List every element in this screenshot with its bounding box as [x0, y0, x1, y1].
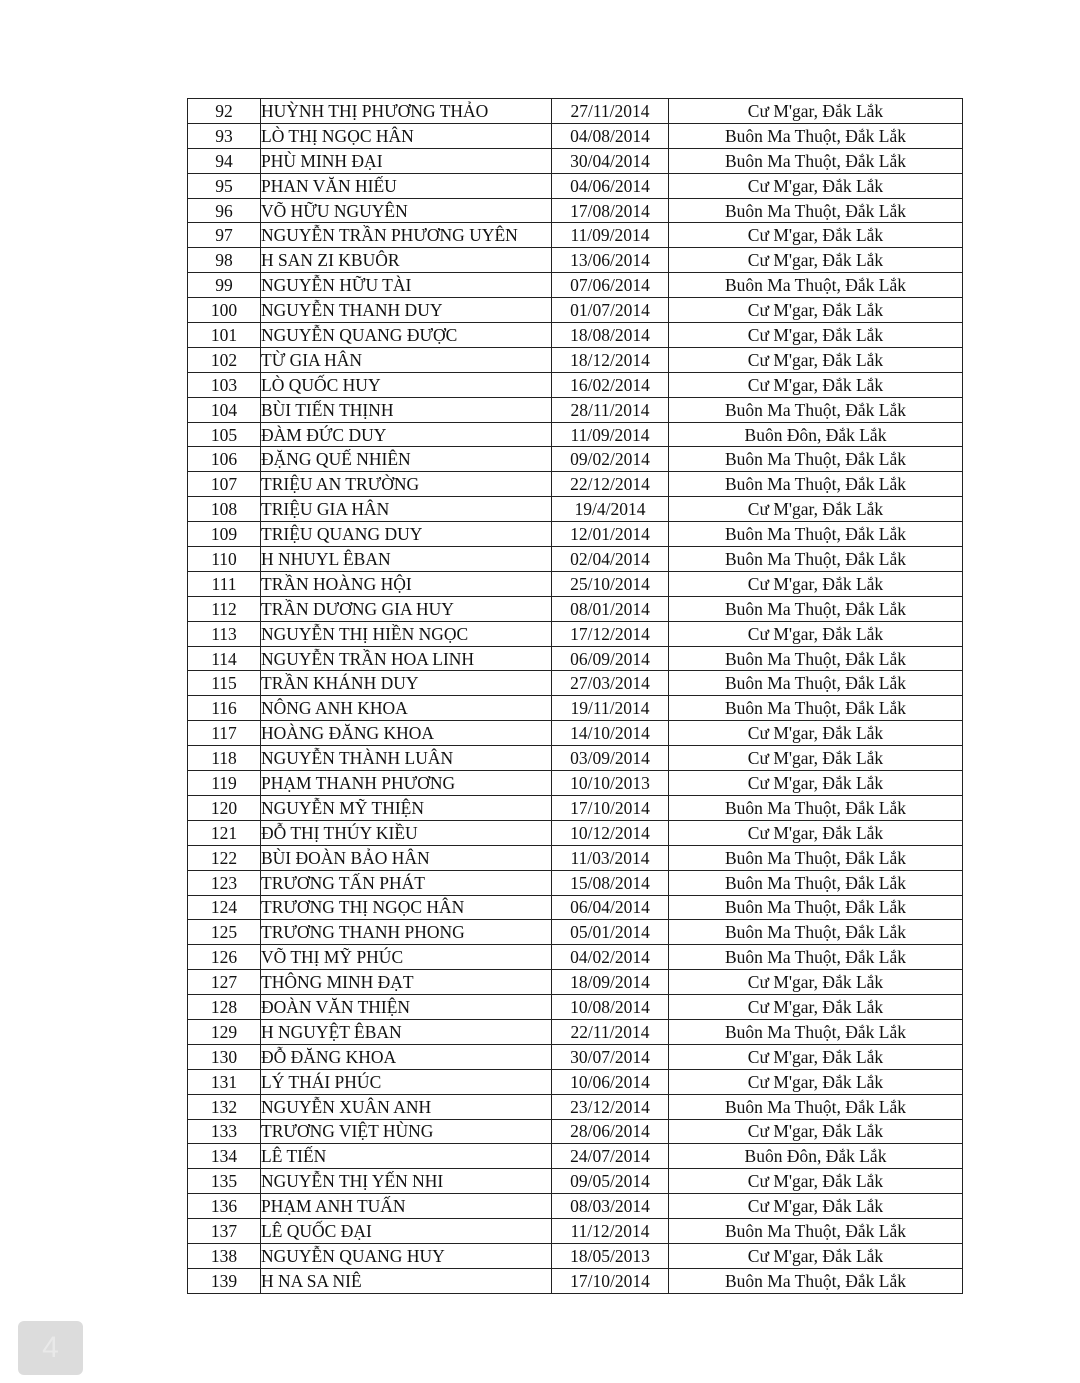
student-name-cell: TRƯƠNG TẤN PHÁT: [261, 870, 552, 895]
birth-date-cell: 19/4/2014: [552, 497, 669, 522]
table-row: [188, 746, 963, 771]
birth-place-cell: Buôn Đôn, Đắk Lắk: [669, 422, 963, 447]
birth-date-cell: 10/12/2014: [552, 820, 669, 845]
table-row: [188, 198, 963, 223]
table-row: [188, 995, 963, 1020]
birth-date-cell: 02/04/2014: [552, 547, 669, 572]
table-row: [188, 1119, 963, 1144]
row-number-cell: 112: [188, 596, 261, 621]
table-row: [188, 223, 963, 248]
birth-date-cell: 13/06/2014: [552, 248, 669, 273]
table-row: [188, 1094, 963, 1119]
birth-date-cell: 03/09/2014: [552, 746, 669, 771]
row-number-cell: 104: [188, 397, 261, 422]
birth-place-cell: Cư M'gar, Đắk Lắk: [669, 173, 963, 198]
row-number-cell: 131: [188, 1069, 261, 1094]
birth-date-cell: 18/09/2014: [552, 970, 669, 995]
birth-place-cell: Cư M'gar, Đắk Lắk: [669, 223, 963, 248]
row-number-cell: 106: [188, 447, 261, 472]
student-name-cell: LÒ THỊ NGỌC HÂN: [261, 123, 552, 148]
birth-date-cell: 28/11/2014: [552, 397, 669, 422]
birth-date-cell: 30/07/2014: [552, 1044, 669, 1069]
table-row: [188, 248, 963, 273]
birth-date-cell: 10/06/2014: [552, 1069, 669, 1094]
row-number-cell: 129: [188, 1019, 261, 1044]
row-number-cell: 133: [188, 1119, 261, 1144]
student-name-cell: NGUYỄN THÀNH LUÂN: [261, 746, 552, 771]
birth-place-cell: Buôn Ma Thuột, Đắk Lắk: [669, 671, 963, 696]
student-name-cell: LÝ THÁI PHÚC: [261, 1069, 552, 1094]
birth-place-cell: Buôn Đôn, Đắk Lắk: [669, 1144, 963, 1169]
birth-date-cell: 04/02/2014: [552, 945, 669, 970]
table-row: [188, 671, 963, 696]
table-row: [188, 721, 963, 746]
row-number-cell: 116: [188, 696, 261, 721]
birth-date-cell: 04/08/2014: [552, 123, 669, 148]
birth-place-cell: Cư M'gar, Đắk Lắk: [669, 571, 963, 596]
birth-place-cell: Buôn Ma Thuột, Đắk Lắk: [669, 920, 963, 945]
student-name-cell: TRIỆU QUANG DUY: [261, 522, 552, 547]
row-number-cell: 96: [188, 198, 261, 223]
student-name-cell: HOÀNG ĐĂNG KHOA: [261, 721, 552, 746]
student-name-cell: VÕ HỮU NGUYÊN: [261, 198, 552, 223]
birth-date-cell: 27/03/2014: [552, 671, 669, 696]
student-name-cell: TRIỆU GIA HÂN: [261, 497, 552, 522]
birth-place-cell: Cư M'gar, Đắk Lắk: [669, 1119, 963, 1144]
page-number-badge[interactable]: 4: [18, 1321, 83, 1375]
student-name-cell: TRƯƠNG THANH PHONG: [261, 920, 552, 945]
birth-place-cell: Buôn Ma Thuột, Đắk Lắk: [669, 696, 963, 721]
birth-date-cell: 24/07/2014: [552, 1144, 669, 1169]
student-name-cell: H NHUYL ÊBAN: [261, 547, 552, 572]
table-row: [188, 1194, 963, 1219]
birth-date-cell: 16/02/2014: [552, 372, 669, 397]
table-row: [188, 298, 963, 323]
row-number-cell: 110: [188, 547, 261, 572]
table-row: [188, 1169, 963, 1194]
row-number-cell: 124: [188, 895, 261, 920]
table-row: [188, 771, 963, 796]
birth-place-cell: Buôn Ma Thuột, Đắk Lắk: [669, 945, 963, 970]
birth-date-cell: 04/06/2014: [552, 173, 669, 198]
row-number-cell: 109: [188, 522, 261, 547]
table-row: [188, 497, 963, 522]
birth-date-cell: 22/11/2014: [552, 1019, 669, 1044]
table-row: [188, 447, 963, 472]
table-row: [188, 522, 963, 547]
table-row: [188, 547, 963, 572]
student-name-cell: PHAN VĂN HIẾU: [261, 173, 552, 198]
table-row: [188, 1144, 963, 1169]
student-name-cell: LÒ QUỐC HUY: [261, 372, 552, 397]
student-name-cell: TRIỆU AN TRƯỜNG: [261, 472, 552, 497]
birth-date-cell: 12/01/2014: [552, 522, 669, 547]
table-row: [188, 173, 963, 198]
birth-date-cell: 27/11/2014: [552, 99, 669, 124]
student-name-cell: ĐOÀN VĂN THIỆN: [261, 995, 552, 1020]
row-number-cell: 95: [188, 173, 261, 198]
row-number-cell: 125: [188, 920, 261, 945]
student-name-cell: H NGUYỆT ÊBAN: [261, 1019, 552, 1044]
roster-body: [188, 99, 963, 1294]
row-number-cell: 118: [188, 746, 261, 771]
table-row: [188, 1243, 963, 1268]
student-name-cell: TỪ GIA HÂN: [261, 347, 552, 372]
birth-date-cell: 22/12/2014: [552, 472, 669, 497]
birth-date-cell: 14/10/2014: [552, 721, 669, 746]
table-row: [188, 696, 963, 721]
student-name-cell: BÙI TIẾN THỊNH: [261, 397, 552, 422]
student-name-cell: NGUYỄN XUÂN ANH: [261, 1094, 552, 1119]
birth-place-cell: Cư M'gar, Đắk Lắk: [669, 347, 963, 372]
birth-place-cell: Buôn Ma Thuột, Đắk Lắk: [669, 522, 963, 547]
student-name-cell: NGUYỄN QUANG ĐƯỢC: [261, 323, 552, 348]
row-number-cell: 136: [188, 1194, 261, 1219]
row-number-cell: 126: [188, 945, 261, 970]
table-row: [188, 920, 963, 945]
student-name-cell: TRẦN KHÁNH DUY: [261, 671, 552, 696]
table-row: [188, 1268, 963, 1293]
student-name-cell: NGUYỄN MỸ THIỆN: [261, 795, 552, 820]
student-name-cell: NÔNG ANH KHOA: [261, 696, 552, 721]
student-name-cell: H NA SA NIÊ: [261, 1268, 552, 1293]
birth-date-cell: 23/12/2014: [552, 1094, 669, 1119]
birth-date-cell: 11/03/2014: [552, 845, 669, 870]
row-number-cell: 132: [188, 1094, 261, 1119]
birth-date-cell: 06/09/2014: [552, 646, 669, 671]
row-number-cell: 102: [188, 347, 261, 372]
student-name-cell: ĐÀM ĐỨC DUY: [261, 422, 552, 447]
row-number-cell: 101: [188, 323, 261, 348]
row-number-cell: 105: [188, 422, 261, 447]
birth-place-cell: Cư M'gar, Đắk Lắk: [669, 621, 963, 646]
birth-place-cell: Buôn Ma Thuột, Đắk Lắk: [669, 1019, 963, 1044]
birth-place-cell: Cư M'gar, Đắk Lắk: [669, 746, 963, 771]
birth-place-cell: Cư M'gar, Đắk Lắk: [669, 497, 963, 522]
student-name-cell: NGUYỄN TRẦN PHƯƠNG UYÊN: [261, 223, 552, 248]
birth-place-cell: Cư M'gar, Đắk Lắk: [669, 99, 963, 124]
table-row: [188, 596, 963, 621]
row-number-cell: 103: [188, 372, 261, 397]
row-number-cell: 127: [188, 970, 261, 995]
birth-place-cell: Buôn Ma Thuột, Đắk Lắk: [669, 472, 963, 497]
birth-place-cell: Cư M'gar, Đắk Lắk: [669, 248, 963, 273]
row-number-cell: 121: [188, 820, 261, 845]
birth-date-cell: 15/08/2014: [552, 870, 669, 895]
birth-place-cell: Buôn Ma Thuột, Đắk Lắk: [669, 1094, 963, 1119]
table-row: [188, 945, 963, 970]
student-name-cell: PHÙ MINH ĐẠI: [261, 148, 552, 173]
table-row: [188, 422, 963, 447]
student-name-cell: NGUYỄN HỮU TÀI: [261, 273, 552, 298]
table-row: [188, 895, 963, 920]
table-row: [188, 1219, 963, 1244]
row-number-cell: 119: [188, 771, 261, 796]
birth-place-cell: Cư M'gar, Đắk Lắk: [669, 1194, 963, 1219]
birth-date-cell: 28/06/2014: [552, 1119, 669, 1144]
row-number-cell: 128: [188, 995, 261, 1020]
row-number-cell: 134: [188, 1144, 261, 1169]
birth-place-cell: Buôn Ma Thuột, Đắk Lắk: [669, 1219, 963, 1244]
birth-date-cell: 09/05/2014: [552, 1169, 669, 1194]
birth-place-cell: Buôn Ma Thuột, Đắk Lắk: [669, 870, 963, 895]
student-roster-table: [187, 98, 963, 1294]
birth-place-cell: Buôn Ma Thuột, Đắk Lắk: [669, 447, 963, 472]
birth-place-cell: Buôn Ma Thuột, Đắk Lắk: [669, 895, 963, 920]
student-name-cell: HUỲNH THỊ PHƯƠNG THẢO: [261, 99, 552, 124]
birth-place-cell: Cư M'gar, Đắk Lắk: [669, 995, 963, 1020]
student-name-cell: NGUYỄN TRẦN HOA LINH: [261, 646, 552, 671]
birth-date-cell: 17/10/2014: [552, 1268, 669, 1293]
birth-place-cell: Cư M'gar, Đắk Lắk: [669, 771, 963, 796]
student-name-cell: TRẦN HOÀNG HỘI: [261, 571, 552, 596]
birth-place-cell: Buôn Ma Thuột, Đắk Lắk: [669, 397, 963, 422]
table-row: [188, 397, 963, 422]
row-number-cell: 113: [188, 621, 261, 646]
birth-date-cell: 11/09/2014: [552, 422, 669, 447]
birth-date-cell: 01/07/2014: [552, 298, 669, 323]
student-name-cell: PHẠM ANH TUẤN: [261, 1194, 552, 1219]
birth-date-cell: 17/12/2014: [552, 621, 669, 646]
row-number-cell: 135: [188, 1169, 261, 1194]
birth-date-cell: 19/11/2014: [552, 696, 669, 721]
student-name-cell: LÊ QUỐC ĐẠI: [261, 1219, 552, 1244]
student-name-cell: ĐẶNG QUẾ NHIÊN: [261, 447, 552, 472]
table-row: [188, 323, 963, 348]
birth-date-cell: 18/08/2014: [552, 323, 669, 348]
birth-place-cell: Cư M'gar, Đắk Lắk: [669, 970, 963, 995]
student-name-cell: NGUYỄN THANH DUY: [261, 298, 552, 323]
birth-place-cell: Cư M'gar, Đắk Lắk: [669, 820, 963, 845]
table-row: [188, 621, 963, 646]
row-number-cell: 139: [188, 1268, 261, 1293]
row-number-cell: 138: [188, 1243, 261, 1268]
birth-date-cell: 18/05/2013: [552, 1243, 669, 1268]
row-number-cell: 120: [188, 795, 261, 820]
student-name-cell: TRƯƠNG VIỆT HÙNG: [261, 1119, 552, 1144]
table-row: [188, 1069, 963, 1094]
table-row: [188, 1019, 963, 1044]
birth-place-cell: Cư M'gar, Đắk Lắk: [669, 721, 963, 746]
table-row: [188, 646, 963, 671]
student-name-cell: PHẠM THANH PHƯƠNG: [261, 771, 552, 796]
birth-date-cell: 05/01/2014: [552, 920, 669, 945]
row-number-cell: 97: [188, 223, 261, 248]
birth-place-cell: Cư M'gar, Đắk Lắk: [669, 1169, 963, 1194]
birth-date-cell: 17/10/2014: [552, 795, 669, 820]
birth-place-cell: Buôn Ma Thuột, Đắk Lắk: [669, 1268, 963, 1293]
birth-date-cell: 08/03/2014: [552, 1194, 669, 1219]
row-number-cell: 92: [188, 99, 261, 124]
row-number-cell: 93: [188, 123, 261, 148]
row-number-cell: 122: [188, 845, 261, 870]
row-number-cell: 94: [188, 148, 261, 173]
birth-place-cell: Buôn Ma Thuột, Đắk Lắk: [669, 198, 963, 223]
row-number-cell: 111: [188, 571, 261, 596]
birth-place-cell: Cư M'gar, Đắk Lắk: [669, 1069, 963, 1094]
student-name-cell: VÕ THỊ MỸ PHÚC: [261, 945, 552, 970]
student-name-cell: NGUYỄN THỊ YẾN NHI: [261, 1169, 552, 1194]
birth-date-cell: 07/06/2014: [552, 273, 669, 298]
birth-date-cell: 17/08/2014: [552, 198, 669, 223]
student-name-cell: BÙI ĐOÀN BẢO HÂN: [261, 845, 552, 870]
birth-date-cell: 10/10/2013: [552, 771, 669, 796]
birth-date-cell: 06/04/2014: [552, 895, 669, 920]
row-number-cell: 107: [188, 472, 261, 497]
birth-place-cell: Cư M'gar, Đắk Lắk: [669, 298, 963, 323]
birth-place-cell: Buôn Ma Thuột, Đắk Lắk: [669, 148, 963, 173]
birth-place-cell: Buôn Ma Thuột, Đắk Lắk: [669, 273, 963, 298]
birth-place-cell: Buôn Ma Thuột, Đắk Lắk: [669, 646, 963, 671]
row-number-cell: 98: [188, 248, 261, 273]
student-name-cell: TRƯƠNG THỊ NGỌC HÂN: [261, 895, 552, 920]
birth-date-cell: 30/04/2014: [552, 148, 669, 173]
birth-place-cell: Buôn Ma Thuột, Đắk Lắk: [669, 795, 963, 820]
birth-date-cell: 09/02/2014: [552, 447, 669, 472]
row-number-cell: 100: [188, 298, 261, 323]
student-name-cell: ĐỖ ĐĂNG KHOA: [261, 1044, 552, 1069]
student-name-cell: NGUYỄN QUANG HUY: [261, 1243, 552, 1268]
row-number-cell: 123: [188, 870, 261, 895]
row-number-cell: 115: [188, 671, 261, 696]
student-name-cell: THÔNG MINH ĐẠT: [261, 970, 552, 995]
row-number-cell: 130: [188, 1044, 261, 1069]
birth-date-cell: 08/01/2014: [552, 596, 669, 621]
table-row: [188, 99, 963, 124]
row-number-cell: 137: [188, 1219, 261, 1244]
birth-date-cell: 11/12/2014: [552, 1219, 669, 1244]
birth-place-cell: Buôn Ma Thuột, Đắk Lắk: [669, 596, 963, 621]
birth-place-cell: Cư M'gar, Đắk Lắk: [669, 372, 963, 397]
student-name-cell: NGUYỄN THỊ HIỀN NGỌC: [261, 621, 552, 646]
student-name-cell: ĐỖ THỊ THÚY KIỀU: [261, 820, 552, 845]
birth-place-cell: Cư M'gar, Đắk Lắk: [669, 1243, 963, 1268]
table-row: [188, 273, 963, 298]
row-number-cell: 117: [188, 721, 261, 746]
birth-date-cell: 11/09/2014: [552, 223, 669, 248]
table-row: [188, 820, 963, 845]
row-number-cell: 99: [188, 273, 261, 298]
row-number-cell: 108: [188, 497, 261, 522]
table-row: [188, 472, 963, 497]
birth-place-cell: Cư M'gar, Đắk Lắk: [669, 323, 963, 348]
birth-date-cell: 10/08/2014: [552, 995, 669, 1020]
table-row: [188, 372, 963, 397]
student-name-cell: LÊ TIẾN: [261, 1144, 552, 1169]
table-row: [188, 123, 963, 148]
table-row: [188, 795, 963, 820]
student-name-cell: TRẦN DƯƠNG GIA HUY: [261, 596, 552, 621]
birth-date-cell: 25/10/2014: [552, 571, 669, 596]
table-row: [188, 571, 963, 596]
student-name-cell: H SAN ZI KBUÔR: [261, 248, 552, 273]
table-row: [188, 870, 963, 895]
table-row: [188, 845, 963, 870]
birth-place-cell: Cư M'gar, Đắk Lắk: [669, 1044, 963, 1069]
birth-place-cell: Buôn Ma Thuột, Đắk Lắk: [669, 547, 963, 572]
table-row: [188, 1044, 963, 1069]
birth-place-cell: Buôn Ma Thuột, Đắk Lắk: [669, 123, 963, 148]
table-row: [188, 970, 963, 995]
birth-date-cell: 18/12/2014: [552, 347, 669, 372]
birth-place-cell: Buôn Ma Thuột, Đắk Lắk: [669, 845, 963, 870]
table-row: [188, 347, 963, 372]
row-number-cell: 114: [188, 646, 261, 671]
table-row: [188, 148, 963, 173]
